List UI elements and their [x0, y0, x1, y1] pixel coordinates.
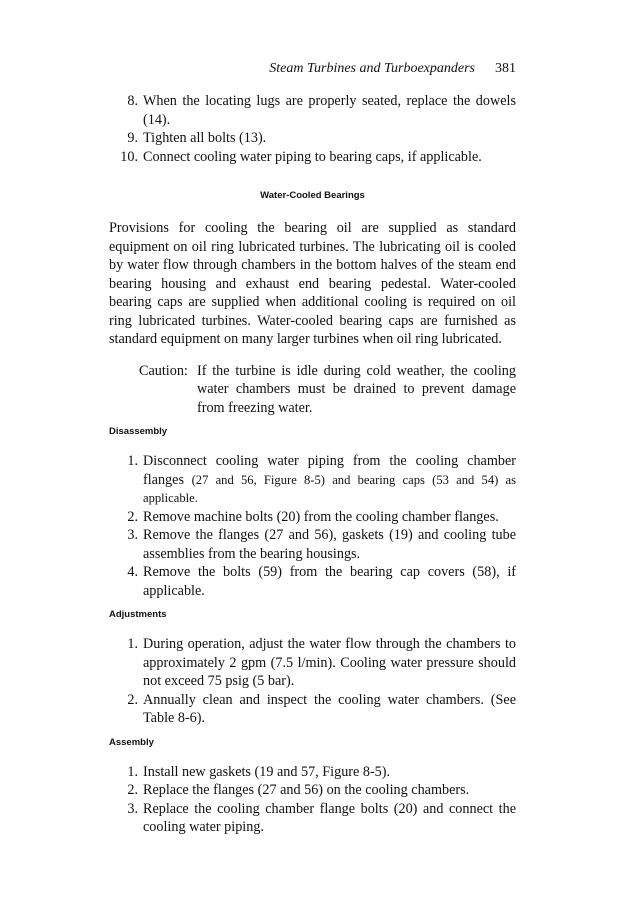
page-number: 381 [495, 61, 516, 76]
section-title: Water-Cooled Bearings [260, 190, 365, 201]
list-item [109, 129, 516, 148]
figure-reference: (27 and 56, Figure 8-5) and bearing caps (53 and 54) as applicable. [143, 472, 517, 505]
caution-note [139, 362, 516, 418]
step-text: Connect cooling water piping to bearing caps, if applicable. [143, 148, 482, 165]
disassembly-heading: Disassembly [109, 426, 168, 437]
list-item [109, 691, 516, 728]
list-item [109, 452, 516, 508]
step-number: 2. [127, 691, 138, 708]
caution-text: If the turbine is idle during cold weather, the cooling water chambers must be drained to prevent damage from freezing water. [197, 362, 516, 416]
step-number: 9. [127, 130, 138, 146]
book-page [109, 60, 516, 837]
list-item [109, 800, 516, 837]
step-text: During operation, adjust the water flow through the chambers to approximately 2 gpm (7.5 l/min). Cooling water pressure should not exceed 75 psig (5 bar). [143, 636, 516, 689]
step-text: Remove the bolts (59) from the bearing cap covers (58), if applicable. [143, 564, 516, 599]
step-text: Remove the flanges (27 and 56), gaskets (19) and cooling tube assemblies from the bearing housings. [143, 527, 516, 562]
step-number: 4. [127, 564, 138, 580]
list-item [109, 763, 516, 782]
step-text: Annually clean and inspect the cooling water chambers. (See Table 8-6). [143, 691, 516, 726]
list-item [109, 508, 516, 527]
assembly-heading: Assembly [109, 736, 154, 748]
step-text: Replace the cooling chamber flange bolts (20) and connect the cooling water piping. [143, 800, 516, 835]
list-item [109, 148, 516, 167]
step-text: Tighten all bolts (13). [143, 130, 267, 146]
step-number: 1. [127, 636, 138, 652]
caution-label: Caution: [139, 362, 188, 379]
step-text-with-reference [143, 452, 516, 508]
step-number: 10. [120, 148, 138, 165]
intro-steps-list [109, 92, 516, 166]
step-number: 1. [127, 763, 138, 780]
body-paragraph: Provisions for cooling the bearing oil are supplied as standard equipment on oil ring lubricated turbines. The lubricating oil is cooled by water flow through chambers in the bottom halves of the steam end bearing housing and exhaust end bearing pedestal. Water-cooled bearing caps are supplied when additional cooling is required on oil ring lubricated turbines. Water-cooled bearing caps are furnished as standard equipment on many larger turbines when oil ring lubricated. [109, 220, 516, 347]
running-header [109, 60, 516, 78]
list-item [109, 635, 516, 691]
running-title: Steam Turbines and Turboexpanders [269, 61, 475, 76]
list-item [109, 781, 516, 800]
list-item [109, 563, 516, 600]
step-text: Install new gaskets (19 and 57, Figure 8-5). [143, 763, 391, 780]
step-number: 2. [127, 508, 138, 525]
step-text: Remove machine bolts (20) from the cooling chamber flanges. [143, 508, 499, 525]
disassembly-steps-list [109, 452, 516, 600]
step-number: 3. [127, 527, 138, 543]
step-number: 3. [127, 800, 138, 817]
adjustments-heading: Adjustments [109, 609, 167, 620]
assembly-steps-list [109, 763, 516, 837]
step-number: 8. [127, 93, 138, 109]
adjustments-steps-list [109, 635, 516, 728]
step-text: Disconnect cooling water piping from the cooling chamber flanges [143, 453, 516, 488]
step-text: When the locating lugs are properly seated, replace the dowels (14). [143, 93, 516, 128]
step-number: 2. [127, 782, 138, 798]
list-item [109, 92, 516, 129]
step-text: Replace the flanges (27 and 56) on the cooling chambers. [143, 782, 470, 798]
step-number: 1. [127, 453, 138, 469]
list-item [109, 526, 516, 563]
